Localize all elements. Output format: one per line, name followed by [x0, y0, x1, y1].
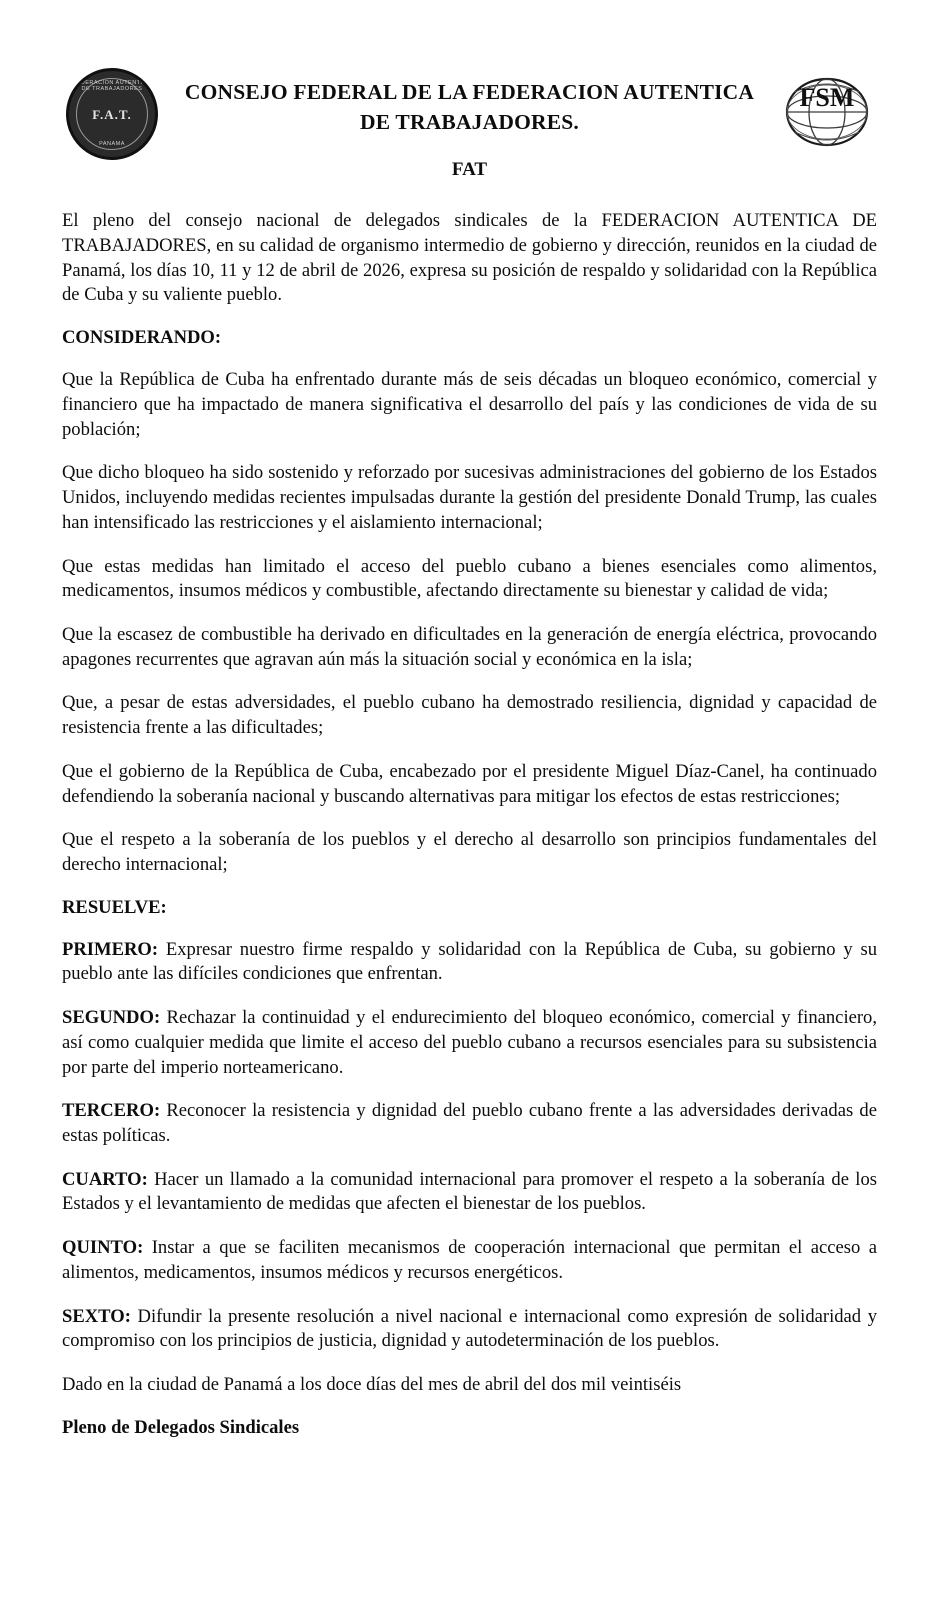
resuelve-item — [62, 1006, 877, 1080]
resuelve-item-label: TERCERO: — [62, 1100, 161, 1122]
resuelve-item-label: QUINTO: — [62, 1237, 144, 1259]
page-title: CONSEJO FEDERAL DE LA FEDERACION AUTENTICA DE TRABAJADORES. — [184, 80, 755, 134]
fat-seal-logo — [62, 62, 158, 158]
title-block — [168, 62, 771, 181]
considerando-heading: CONSIDERANDO: — [62, 327, 222, 349]
considerando-item: Que el gobierno de la República de Cuba, encabezado por el presidente Miguel Díaz-Canel, ha continuado defendiendo la soberanía nacional y buscando alternativas para mitigar los efectos de estas restricciones; — [62, 760, 877, 807]
fsm-globe-logo — [781, 62, 877, 158]
resuelve-item-label: PRIMERO: — [62, 938, 159, 960]
considerando-item: Que estas medidas han limitado el acceso del pueblo cubano a bienes esenciales como alimentos, medicamentos, insumos médicos y combustible, afectando directamente su bienestar y calidad de vida; — [62, 555, 877, 602]
resuelve-item-label: CUARTO: — [62, 1168, 148, 1190]
resuelve-item-text: Expresar nuestro firme respaldo y solidaridad con la República de Cuba, su gobierno y su pueblo ante las difíciles condiciones que enfrentan. — [62, 938, 877, 985]
resuelve-item-text: Reconocer la resistencia y dignidad del pueblo cubano frente a las adversidades derivadas de estas políticas. — [62, 1100, 877, 1146]
resuelve-heading: RESUELVE: — [62, 896, 167, 918]
resuelve-item-text: Hacer un llamado a la comunidad internacional para promover el respeto a la soberanía de los Estados y el levantamiento de medidas que afecten el bienestar de los pueblos. — [62, 1168, 877, 1215]
resuelve-item — [62, 1305, 877, 1354]
considerando-item: Que dicho bloqueo ha sido sostenido y reforzado por sucesivas administraciones del gobierno de los Estados Unidos, incluyendo medidas recientes impulsadas durante la gestión del presidente Donald Trump, las cuales han intensificado las restricciones y el aislamiento internacional; — [62, 462, 877, 533]
considerando-item: Que el respeto a la soberanía de los pueblos y el derecho al desarrollo son principios fundamentales del derecho internacional; — [62, 829, 877, 875]
resuelve-item-text: Rechazar la continuidad y el endurecimiento del bloqueo económico, comercial y financiero, así como cualquier medida que limite el acceso del pueblo cubano a recursos esenciales para su subsistencia por parte del imperio norteamericano. — [62, 1007, 877, 1078]
resuelve-item — [62, 1236, 877, 1285]
intro-paragraph: El pleno del consejo nacional de delegados sindicales de la FEDERACION AUTENTICA DE TRABAJADORES, en su calidad de organismo intermedio de gobierno y dirección, reunidos en la ciudad de Panamá, los días 10, 11 y 12 de abril de 2026, expresa su posición de respaldo y solidaridad con la República de Cuba y su valiente pueblo. — [62, 210, 877, 306]
closing-paragraph: Dado en la ciudad de Panamá a los doce días del mes de abril del dos mil veintiséis — [62, 1374, 682, 1396]
resuelve-item-label: SEGUNDO: — [62, 1007, 161, 1029]
fat-seal-icon — [66, 68, 158, 160]
globe-icon — [781, 72, 873, 150]
document-header — [62, 62, 877, 181]
fat-seal-center-text: F.A.T. — [92, 107, 132, 122]
page-subtitle: FAT — [451, 159, 488, 181]
fat-seal-top-text: FEDERACION AUTENTICA DE TRABAJADORES — [72, 80, 152, 92]
resuelve-item-label: SEXTO: — [62, 1305, 131, 1327]
resuelve-item-text: Instar a que se faciliten mecanismos de cooperación internacional que permitan el acceso a alimentos, medicamentos, insumos médicos y recursos energéticos. — [62, 1237, 877, 1283]
considerando-item: Que la escasez de combustible ha derivado en dificultades en la generación de energía eléctrica, provocando apagones recurrentes que agravan aún más la situación social y económica en la isla; — [62, 623, 877, 670]
resuelve-item-text: Difundir la presente resolución a nivel nacional e internacional como expresión de solidaridad y compromiso con los principios de justicia, dignidad y autodeterminación de los pueblos. — [62, 1305, 877, 1352]
fat-seal-bottom-text: PANAMA — [99, 141, 125, 147]
resuelve-item — [62, 1099, 877, 1148]
document-body — [62, 209, 877, 1438]
considerando-item: Que, a pesar de estas adversidades, el pueblo cubano ha demostrado resiliencia, dignidad y capacidad de resistencia frente a las dificultades; — [62, 692, 877, 739]
svg-text:FSM: FSM — [799, 83, 855, 112]
resuelve-item — [62, 938, 877, 987]
signature-line: Pleno de Delegados Sindicales — [62, 1416, 300, 1438]
considerando-item: Que la República de Cuba ha enfrentado durante más de seis décadas un bloqueo económico, comercial y financiero que ha impactado de manera significativa el desarrollo del país y las condiciones de vida de su población; — [62, 369, 877, 440]
resuelve-item — [62, 1168, 877, 1217]
